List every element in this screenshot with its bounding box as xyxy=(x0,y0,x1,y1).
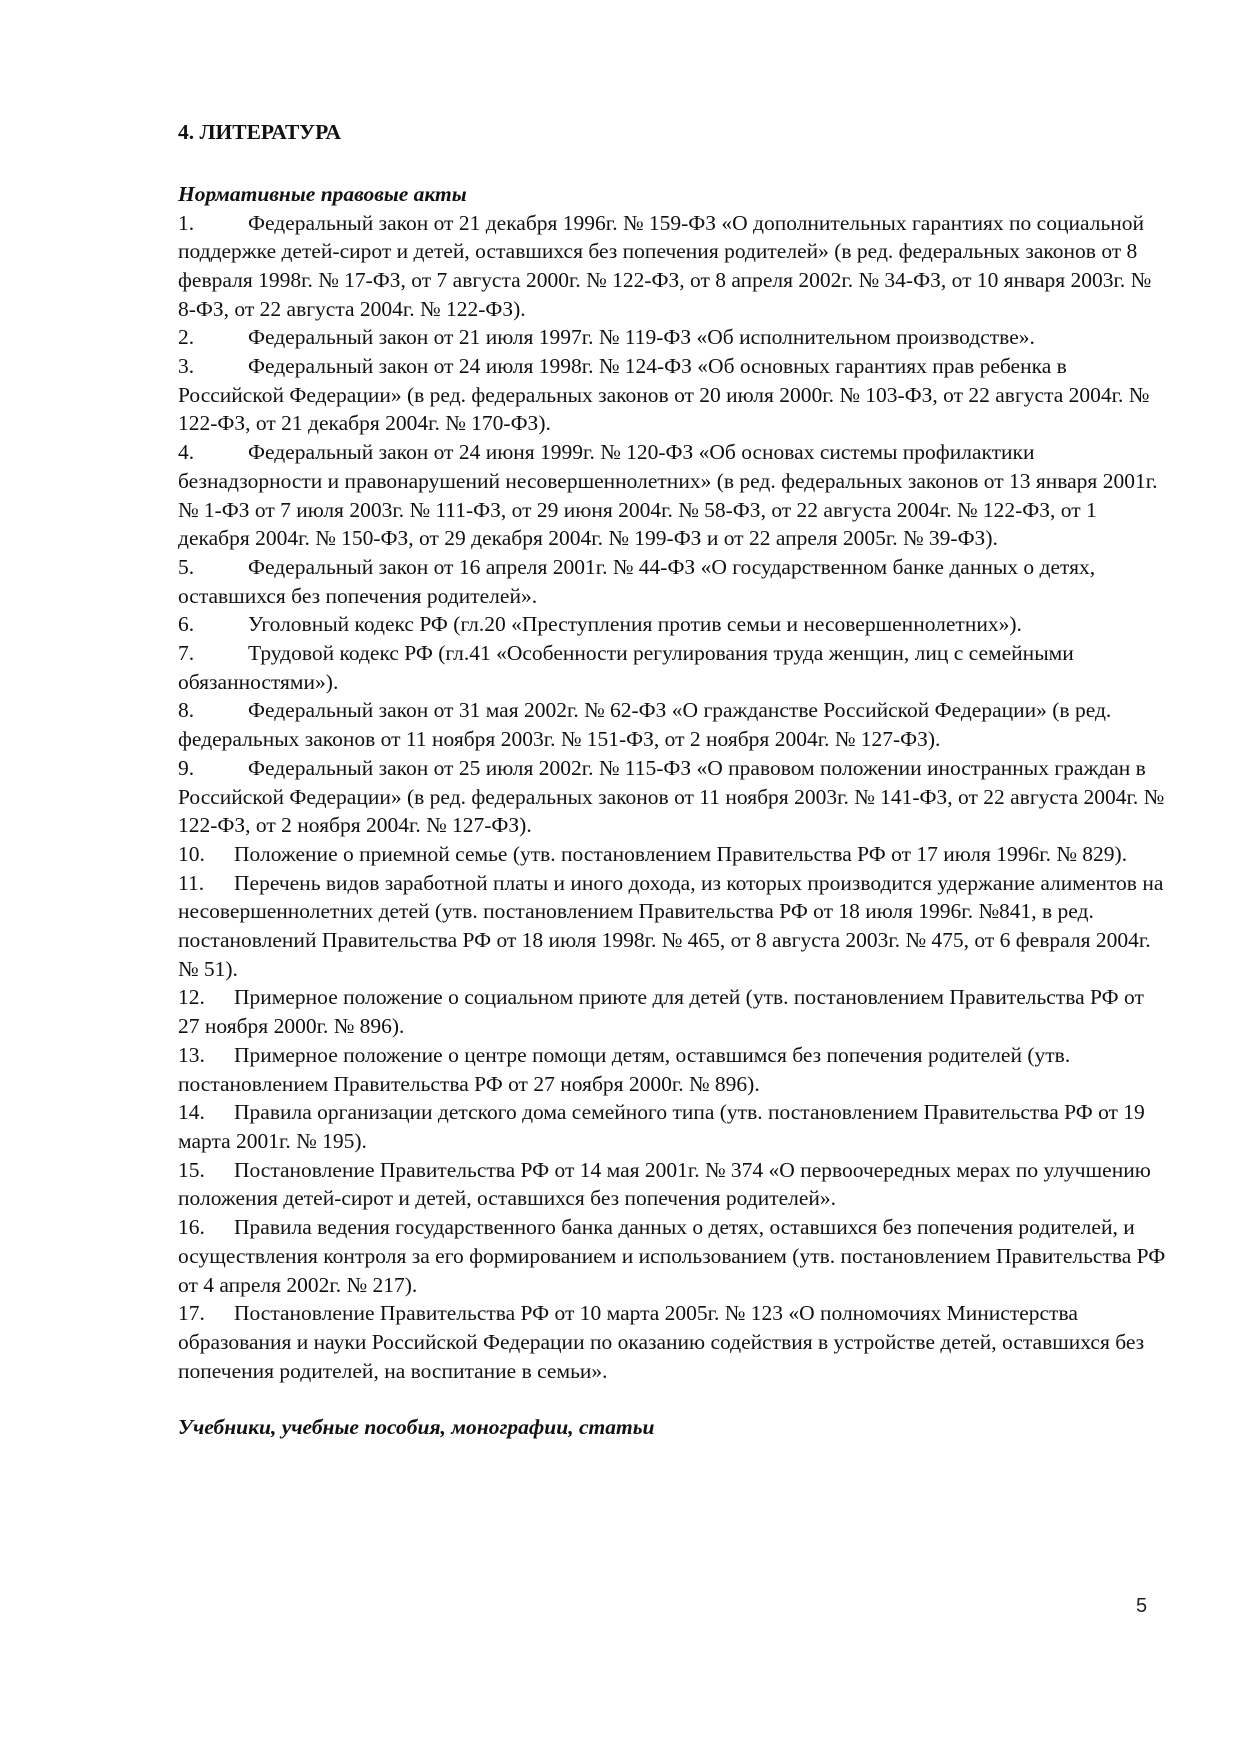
reference-number: 2. xyxy=(178,325,195,350)
reference-text: Постановление Правительства РФ от 10 марта 2005г. № 123 «О полномочиях Министерства образования и науки Российской Федерации по оказанию содействия в устройстве детей, оставшихся без попечения родителей, на воспитание в семьи». xyxy=(178,1301,1145,1383)
reference-text: Правила ведения государственного банка данных о детях, оставшихся без попечения родителей, и осуществления контроля за его формированием и использованием (утв. постановлением Правительства РФ от 4 апреля 2002г. № 217). xyxy=(178,1215,1166,1297)
reference-text: Федеральный закон от 31 мая 2002г. № 62-ФЗ «О гражданстве Российской Федерации» (в ред. федеральных законов от 11 ноября 2003г. № 151-ФЗ, от 2 ноября 2004г. № 127-ФЗ). xyxy=(178,698,1112,752)
reference-text: Уголовный кодекс РФ (гл.20 «Преступления против семьи и несовершеннолетних»). xyxy=(248,612,1022,637)
reference-text: Федеральный закон от 21 декабря 1996г. № 159-ФЗ «О дополнительных гарантиях по социальной поддержке детей-сирот и детей, оставшихся без попечения родителей» (в ред. федеральных законов от 8 февраля 1998г. № 17-ФЗ, от 7 августа 2000г. № 122-ФЗ, от 8 апреля 2002г. № 34-ФЗ, от 10 января 2003г. № 8-ФЗ, от 22 августа 2004г. № 122-ФЗ). xyxy=(178,210,1152,321)
reference-number: 6. xyxy=(178,612,195,637)
reference-number: 11. xyxy=(178,870,205,895)
reference-item xyxy=(178,1299,1168,1385)
reference-text: Перечень видов заработной платы и иного дохода, из которых производится удержание алиментов на несовершеннолетних детей (утв. постановлением Правительства РФ от 18 июля 1996г. №841, в ред. постановлений Правительства РФ от 18 июля 1998г. № 465, от 8 августа 2003г. № 475, от 6 февраля 2004г. № 51). xyxy=(178,870,1164,981)
reference-number: 15. xyxy=(178,1157,205,1182)
document-page xyxy=(178,118,1168,1442)
reference-text: Федеральный закон от 21 июля 1997г. № 119-ФЗ «Об исполнительном производстве». xyxy=(248,325,1035,350)
reference-number: 16. xyxy=(178,1215,205,1240)
reference-item xyxy=(178,209,1168,324)
reference-number: 3. xyxy=(178,354,195,379)
reference-number: 13. xyxy=(178,1042,205,1067)
reference-number: 10. xyxy=(178,841,205,866)
reference-text: Трудовой кодекс РФ (гл.41 «Особенности регулирования труда женщин, лиц с семейными обязанностями»). xyxy=(178,641,1074,694)
reference-item xyxy=(178,754,1168,840)
reference-text: Постановление Правительства РФ от 14 мая 2001г. № 374 «О первоочередных мерах по улучшению положения детей-сирот и детей, оставшихся без попечения родителей». xyxy=(178,1157,1151,1211)
reference-text: Примерное положение о социальном приюте для детей (утв. постановлением Правительства РФ от 27 ноября 2000г. № 896). xyxy=(178,985,1144,1039)
reference-text: Федеральный закон от 24 июля 1998г. № 124-ФЗ «Об основных гарантиях прав ребенка в Российской Федерации» (в ред. федеральных законов от 20 июля 2000г. № 103-ФЗ, от 22 августа 2004г. № 122-ФЗ, от 21 декабря 2004г. № 170-ФЗ). xyxy=(178,354,1150,436)
reference-number: 14. xyxy=(178,1100,205,1125)
reference-text: Правила организации детского дома семейного типа (утв. постановлением Правительства РФ от 19 марта 2001г. № 195). xyxy=(178,1100,1145,1153)
reference-item xyxy=(178,553,1168,610)
reference-item xyxy=(178,696,1168,753)
reference-number: 12. xyxy=(178,985,205,1010)
reference-text: Положение о приемной семье (утв. постановлением Правительства РФ от 17 июля 1996г. № 829). xyxy=(234,841,1128,866)
reference-number: 1. xyxy=(178,210,195,235)
reference-item xyxy=(178,983,1168,1040)
reference-item xyxy=(178,1041,1168,1098)
reference-item xyxy=(178,869,1168,984)
reference-item xyxy=(178,438,1168,553)
reference-text: Федеральный закон от 25 июля 2002г. № 115-ФЗ «О правовом положении иностранных граждан в Российской Федерации» (в ред. федеральных законов от 11 ноября 2003г. № 141-ФЗ, от 22 августа 2004г. № 122-ФЗ, от 2 ноября 2004г. № 127-ФЗ). xyxy=(178,755,1165,838)
reference-item xyxy=(178,352,1168,438)
reference-item xyxy=(178,840,1168,869)
subheading-textbooks: Учебники, учебные пособия, монографии, статьи xyxy=(178,1415,655,1440)
reference-item xyxy=(178,1156,1168,1213)
reference-list xyxy=(178,209,1168,1386)
reference-number: 17. xyxy=(178,1301,205,1326)
reference-item xyxy=(178,323,1168,352)
reference-text: Федеральный закон от 24 июня 1999г. № 120-ФЗ «Об основах системы профилактики безнадзорности и правонарушений несовершеннолетних» (в ред. федеральных законов от 13 января 2001г. № 1-ФЗ от 7 июля 2003г. № 111-ФЗ, от 29 июня 2004г. № 58-ФЗ, от 22 августа 2004г. № 122-ФЗ, от 1 декабря 2004г. № 150-ФЗ, от 29 декабря 2004г. № 199-ФЗ и от 22 апреля 2005г. № 39-ФЗ). xyxy=(178,440,1158,551)
reference-text: Примерное положение о центре помощи детям, оставшимся без попечения родителей (утв. постановлением Правительства РФ от 27 ноября 2000г. № 896). xyxy=(178,1042,1071,1096)
reference-number: 7. xyxy=(178,641,195,666)
reference-number: 8. xyxy=(178,698,195,723)
page-number: 5 xyxy=(1136,1595,1148,1617)
reference-text: Федеральный закон от 16 апреля 2001г. № 44-ФЗ «О государственном банке данных о детях, оставшихся без попечения родителей». xyxy=(178,554,1096,608)
reference-item xyxy=(178,1098,1168,1155)
reference-number: 5. xyxy=(178,554,195,579)
reference-item xyxy=(178,639,1168,696)
reference-item xyxy=(178,1213,1168,1299)
reference-item xyxy=(178,610,1168,639)
subheading-normative-acts: Нормативные правовые акты xyxy=(178,182,467,206)
section-title: 4. ЛИТЕРАТУРА xyxy=(178,120,341,144)
reference-number: 9. xyxy=(178,755,195,780)
reference-number: 4. xyxy=(178,440,195,465)
